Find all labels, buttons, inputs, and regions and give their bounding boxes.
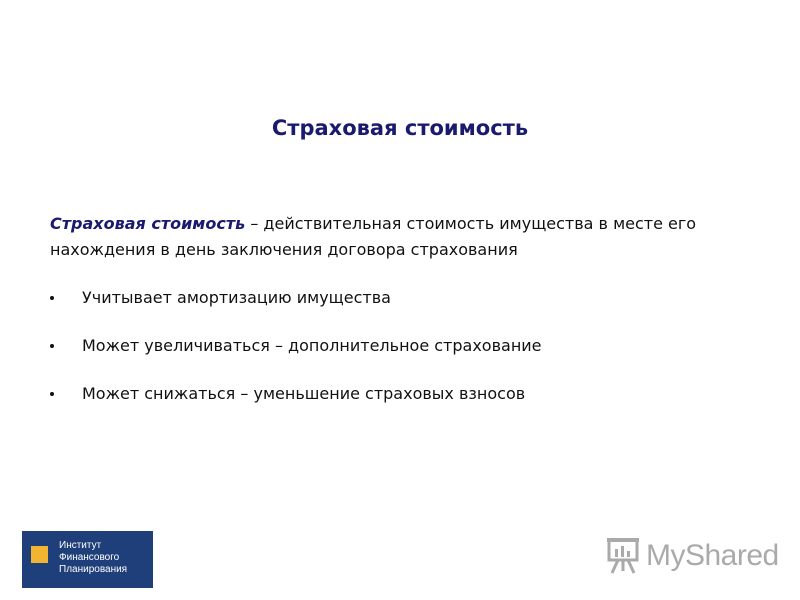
slide-title: Страховая стоимость — [271, 116, 529, 140]
definition-term: Страховая стоимость — [50, 214, 246, 233]
definition-text: – действительная стоимость имущества в месте его нахождения в день заключения договора страхования — [50, 214, 697, 259]
bullet-text: Может снижаться – уменьшение страховых взносов — [82, 384, 526, 403]
bullet-item — [50, 286, 542, 334]
bullet-dot-icon — [50, 296, 54, 300]
bullet-dot-icon — [50, 392, 54, 396]
bullet-item — [50, 334, 542, 382]
institute-logo — [22, 531, 153, 588]
watermark-text: MyShared — [646, 539, 779, 572]
logo-line-1: Институт — [59, 540, 102, 551]
bullet-text: Может увеличиваться – дополнительное страхование — [82, 336, 542, 355]
logo-text — [59, 540, 127, 576]
bullet-text: Учитывает амортизацию имущества — [82, 288, 391, 307]
logo-line-3: Планирования — [59, 564, 128, 575]
bullet-dot-icon — [50, 344, 54, 348]
logo-line-2: Финансового — [59, 552, 120, 563]
presentation-board-icon — [606, 537, 640, 575]
logo-square-icon — [31, 546, 48, 563]
myshared-watermark — [606, 536, 779, 576]
bullet-item — [50, 382, 542, 430]
definition-paragraph — [50, 211, 760, 263]
bullet-list — [50, 286, 542, 430]
